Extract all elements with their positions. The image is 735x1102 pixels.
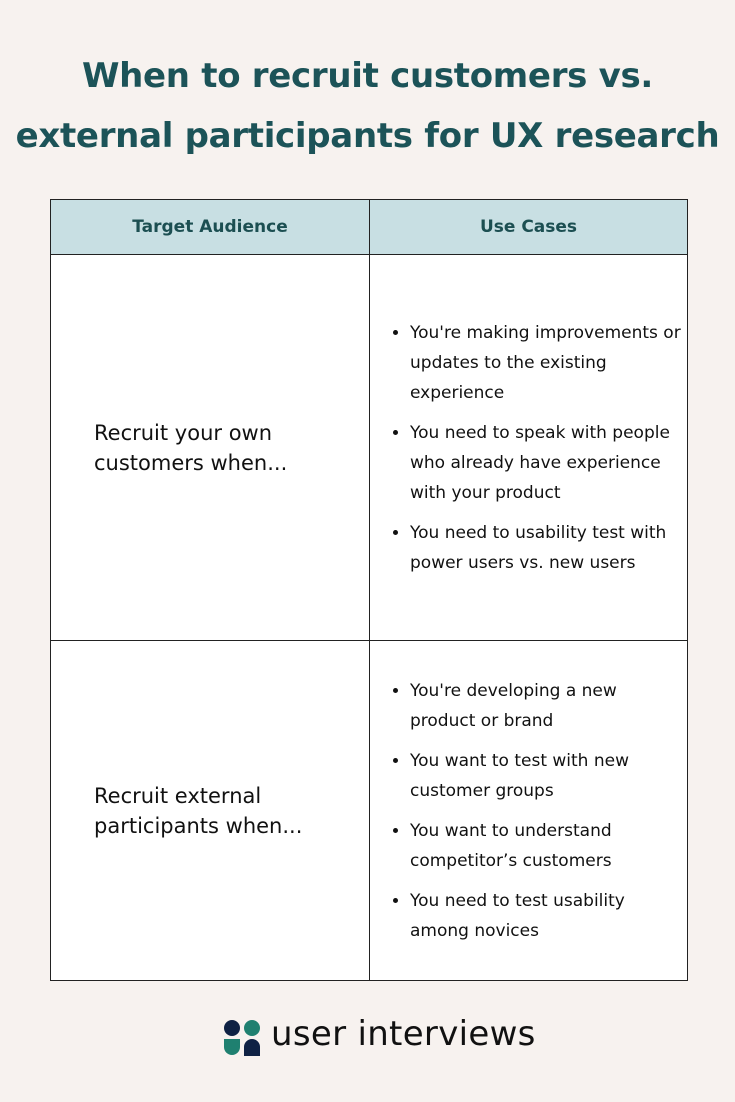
list-item: • You need to usability test with power users vs. new users xyxy=(410,518,687,578)
list-item: • You're making improvements or updates to the existing experience xyxy=(410,318,687,408)
title-line-1: When to recruit customers vs. xyxy=(81,56,654,96)
use-case-list xyxy=(370,318,687,578)
audience-cell xyxy=(51,255,370,641)
page-title xyxy=(0,46,735,166)
table-header-row xyxy=(51,200,688,255)
header-use-cases: Use Cases xyxy=(370,200,688,255)
use-cases-cell xyxy=(370,255,688,641)
audience-text: Recruit external participants when... xyxy=(94,783,303,838)
title-line-2: external participants for UX research xyxy=(15,116,720,156)
list-item: • You want to understand competitor’s customers xyxy=(410,816,687,876)
table-row xyxy=(51,255,688,641)
comparison-table xyxy=(50,199,688,981)
audience-cell xyxy=(51,641,370,981)
user-interviews-logo-icon xyxy=(223,1020,261,1056)
use-cases-cell xyxy=(370,641,688,981)
list-item: • You need to test usability among novices xyxy=(410,886,687,946)
brand-name: user interviews xyxy=(271,1014,536,1054)
table-row xyxy=(51,641,688,981)
audience-text: Recruit your own customers when... xyxy=(94,420,288,475)
header-target-audience: Target Audience xyxy=(51,200,370,255)
use-case-list xyxy=(370,676,687,946)
list-item: • You need to speak with people who already have experience with your product xyxy=(410,418,687,508)
list-item: • You're developing a new product or brand xyxy=(410,676,687,736)
list-item: • You want to test with new customer groups xyxy=(410,746,687,806)
